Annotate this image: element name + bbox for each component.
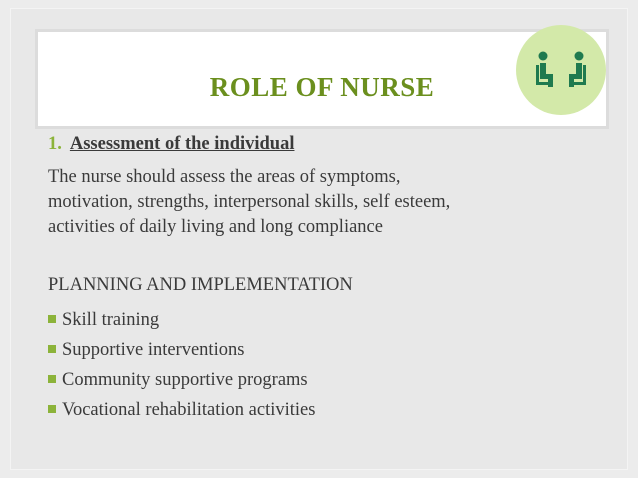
assessment-paragraph [48,165,608,240]
list-item [48,335,315,365]
list-item-label: Community supportive programs [62,370,308,390]
slide-title: ROLE OF NURSE [209,72,435,102]
bullet-icon [48,315,56,323]
bullet-icon [48,375,56,383]
list-item-label: Supportive interventions [62,340,245,360]
planning-list [48,305,315,425]
two-people-seated-icon [516,25,606,115]
paragraph-line: The nurse should assess the areas of symptoms, [48,167,401,187]
list-item [48,305,315,335]
section-heading [48,134,294,155]
list-item-label: Vocational rehabilitation activities [62,400,316,420]
section-heading-text: Assessment of the individual [69,134,295,154]
bullet-icon [48,405,56,413]
section-number: 1. [48,134,62,154]
paragraph-line: activities of daily living and long compliance [48,217,383,237]
planning-title: PLANNING AND IMPLEMENTATION [48,275,353,295]
slide [10,8,628,470]
list-item-label: Skill training [62,310,160,330]
list-item [48,395,315,425]
paragraph-line: motivation, strengths, interpersonal skills, self esteem, [48,192,451,212]
bullet-icon [48,345,56,353]
list-item [48,365,315,395]
people-icon-graphic [516,25,606,115]
